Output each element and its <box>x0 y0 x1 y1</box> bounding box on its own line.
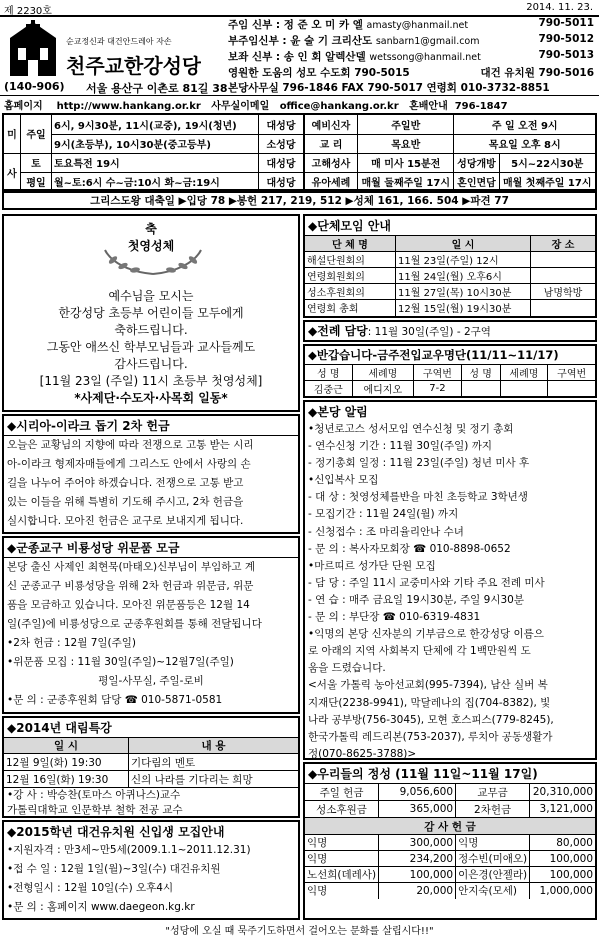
office-phones: 본당사무실 796-1846 FAX 790-5017 연령회 010-3732-8851 <box>228 82 550 94</box>
group-name: 해설단원회의 <box>305 252 396 268</box>
office-email-label: 사무실이메일 <box>211 101 270 112</box>
staff-phone: 790-5011 <box>538 17 594 29</box>
lecture-note: •강 사 : 박승찬(토마스 아퀴나스)교수 <box>7 789 181 801</box>
mass-times: 토요특전 19시 <box>52 153 259 172</box>
newcomers-header: 구역번 <box>548 365 595 381</box>
sacrament-value: 매월 첫째주일 17시 <box>499 172 595 191</box>
donor-name: 익명 <box>305 883 379 899</box>
donor-name: 익명 <box>456 835 530 851</box>
syria-body <box>4 436 298 531</box>
newcomers-header: 세례명 <box>352 365 413 381</box>
church-name: 천주교한강성당 <box>66 54 202 78</box>
lecture-header: 일 시 <box>4 738 129 754</box>
donor-amount: 234,200 <box>379 851 456 867</box>
sacrament-label: 교 리 <box>305 134 358 153</box>
newcomer-cell <box>461 381 500 397</box>
notice-line: •신입복사 모집 <box>308 474 379 487</box>
notice-line: 로 아래의 지역 사회복지 단체에 각 1백만원씩 도 <box>308 645 531 658</box>
offering-amount: 365,000 <box>379 801 456 818</box>
sacrament-label: 유아세례 <box>305 172 358 191</box>
newcomers-header: 세례명 <box>500 365 548 381</box>
notice-line: <서울 가톨릭 농아선교회(995-7394), 남산 실버 복 <box>308 679 548 692</box>
donor-amount: 1,000,000 <box>530 883 595 899</box>
kindergarten-info: 대건 유치원 790-5016 <box>480 67 594 79</box>
congrats-line: 감사드립니다. <box>114 357 188 371</box>
sacrament-value: 목요일 오후 8시 <box>454 134 595 153</box>
sacrament-label: 혼인면담 <box>454 172 499 191</box>
staff-role: 부주임신부 <box>228 35 279 47</box>
sacrament-value: 5시~22시30분 <box>499 153 595 172</box>
header-divider <box>0 95 599 96</box>
congrats-line: 그동안 애쓰신 학부모님들과 교사들께도 <box>46 340 256 354</box>
staff-phone: 790-5013 <box>538 49 594 61</box>
church-logo-block <box>4 20 222 78</box>
military-body <box>4 558 298 710</box>
group-place <box>531 252 596 268</box>
donor-amount: 100,000 <box>530 867 595 883</box>
syria-title: ◆시리아-이라크 돕기 2차 헌금 <box>4 416 298 436</box>
group-place <box>531 300 596 316</box>
group-name: 연령회원회의 <box>305 268 396 284</box>
groups-header: 단 체 명 <box>305 236 396 252</box>
congrats-signature: *사제단·수도자·사목회 일동* <box>74 391 228 405</box>
lecture-header: 내 용 <box>129 738 299 754</box>
staff-role: 주임 신부 <box>228 19 273 31</box>
offering-label: 2차헌금 <box>456 801 530 818</box>
mass-mi-label: 미 <box>4 115 21 153</box>
donor-name: 이은경(안젤라) <box>456 867 530 883</box>
liturgy-duty <box>303 320 597 342</box>
syria-line: 길을 나누어 주어야 하겠습니다. 전쟁으로 고통 받고 <box>7 477 244 489</box>
offering-label: 성소후원금 <box>305 801 379 818</box>
notice-line: 움을 드렸습니다. <box>308 662 386 675</box>
sacrament-value: 주일반 <box>358 115 454 134</box>
military-section <box>2 536 300 714</box>
donor-name: 익명 <box>305 851 379 867</box>
sisters-row <box>228 65 594 81</box>
sacrament-label: 예비신자 <box>305 115 358 134</box>
lecture-topic: 기다림의 멘토 <box>129 754 299 771</box>
groups-title: ◆단체모임 안내 <box>308 219 391 233</box>
newcomer-cell <box>500 381 548 397</box>
staff-email[interactable]: amasty@hanmail.net <box>366 20 469 31</box>
offering-label: 주일 헌금 <box>305 784 379 801</box>
donor-amount: 80,000 <box>530 835 595 851</box>
thanks-offering-header: 감 사 헌 금 <box>305 818 595 835</box>
mass-sa-label: 사 <box>4 153 21 191</box>
notice-line: •청년로고스 성서모임 연수신청 및 정기 총회 <box>308 423 514 435</box>
newcomers-section <box>303 344 597 398</box>
newcomers-table <box>305 364 595 397</box>
group-time: 12월 15일(월) 19시30분 <box>396 300 531 316</box>
contact-row <box>4 97 596 112</box>
wedding-label: 혼배안내 <box>409 101 448 112</box>
congrats-line: [11월 23일 (주일) 11시 초등부 첫영성체] <box>39 374 263 388</box>
mass-table <box>4 115 304 191</box>
congrats-message <box>4 288 298 407</box>
mass-row-label: 토 <box>21 153 52 172</box>
groups-section <box>303 214 597 318</box>
groups-header: 일 시 <box>396 236 531 252</box>
donor-name: 정수빈(미애오) <box>456 851 530 867</box>
notice-title: ◆본당 알림 <box>308 405 368 419</box>
office-email-link[interactable]: office@hankang.or.kr <box>279 101 399 112</box>
notice-line: - 정기총회 일정 : 11월 23일(주일) 청년 미사 후 <box>308 457 530 470</box>
issue-date: 2014. 11. 23. <box>526 2 593 13</box>
notice-line: - 문 의 : 복사자모회장 ☎ 010-8898-0652 <box>308 542 511 555</box>
syria-section <box>2 414 300 534</box>
donor-name: 안지숙(모세) <box>456 883 530 899</box>
notice-line: 지재단(2238-9941), 막달레나의 집(704-8382), 빛 <box>308 696 551 709</box>
military-line: •문 의 : 군종후원회 담당 ☎ 010-5871-0581 <box>7 694 223 706</box>
footer-slogan: "성당에 오실 때 묵주기도하면서 걸어오는 문화를 살립시다!!" <box>165 926 434 937</box>
staff-name: 송 인 회 알렉산델 <box>283 51 366 63</box>
kindergarten-line: •전형일시 : 12월 10일(수) 오후4시 <box>7 882 174 894</box>
staff-row: 부주임신부 : 윤 술 기 크리산도 sanbarn1@gmail.com 790-5012 <box>228 33 594 47</box>
lecture-table <box>4 737 298 788</box>
military-line: 일(주일)에 비룡성당으로 군종후원회를 통해 전달됩니다 <box>7 618 262 630</box>
offering-label: 교무금 <box>456 784 530 801</box>
offering-amount: 9,056,600 <box>379 784 456 801</box>
church-building-icon <box>4 20 62 78</box>
staff-role: 보좌 신부 <box>228 51 273 63</box>
notice-line: •마르띠르 성가단 단원 모집 <box>308 559 436 572</box>
homepage-link[interactable]: http://www.hankang.or.kr <box>56 101 201 112</box>
mass-place: 대성당 <box>259 172 304 191</box>
donor-amount: 300,000 <box>379 835 456 851</box>
lecture-topic: 신의 나라를 기다리는 희망 <box>129 771 299 788</box>
sacrament-label: 고해성사 <box>305 153 358 172</box>
weekly-stats: 그리스도왕 대축일 ▶입당 78 ▶봉헌 217, 219, 512 ▶성체 161, 166. 504 ▶파견 77 <box>2 191 597 210</box>
groups-table <box>305 235 595 316</box>
mass-times: 6시, 9시30분, 11시(교중), 19시(청년) <box>52 115 259 134</box>
mass-times: 월~토:6시 수~금:10시 화~금:19시 <box>52 172 259 191</box>
lecture-title: ◆2014년 대림특강 <box>7 721 112 735</box>
notice-line: - 대 상 : 첫영성체를반을 마친 초등학교 3학년생 <box>308 491 528 504</box>
congrats-line: 한강성당 초등부 어린이들 모두에게 <box>58 306 244 320</box>
notice-line: - 모집기간 : 11월 24일(월) 까지 <box>308 508 459 521</box>
kindergarten-title: ◆2015학년 대건유치원 신입생 모집안내 <box>7 825 225 839</box>
group-time: 11월 27일(목) 10시30분 <box>396 284 531 300</box>
notice-body <box>305 421 595 763</box>
newcomers-header: 성 명 <box>305 365 352 381</box>
congrats-line: 축하드립니다. <box>114 323 188 337</box>
staff-phone: 790-5012 <box>538 33 594 45</box>
military-line: •위문품 모집 : 11월 30일(주일)~12월7일(주일) <box>7 656 234 668</box>
donor-name: 익명 <box>305 835 379 851</box>
offering-table <box>305 783 595 899</box>
group-place: 남명학방 <box>531 284 596 300</box>
staff-email[interactable]: sanbarn1@gmail.com <box>375 36 480 47</box>
offering-amount: 3,121,000 <box>530 801 595 818</box>
newcomer-cell: 김중근 <box>305 381 352 397</box>
mass-row-label: 평일 <box>21 172 52 191</box>
newcomer-cell <box>548 381 595 397</box>
newcomers-header: 성 명 <box>461 365 500 381</box>
kindergarten-section <box>2 820 300 920</box>
first-communion-card <box>2 214 300 412</box>
lecture-date: 12월 16일(화) 19:30 <box>4 771 129 788</box>
syria-line: 아-이라크 형제자매들에게 그리스도 안에서 사랑의 손 <box>7 458 251 470</box>
staff-list <box>228 17 594 81</box>
donor-amount: 100,000 <box>530 851 595 867</box>
sisters-info: 영원한 도움의 성모 수도회 790-5015 <box>228 67 410 79</box>
liturgy-text: : 11월 30일(주일) - 2구역 <box>367 326 491 338</box>
military-title: ◆군종교구 비룡성당 위문품 모금 <box>4 538 298 558</box>
donor-amount: 100,000 <box>379 867 456 883</box>
congrats-top: 축 <box>145 222 157 236</box>
group-name: 연령회 총회 <box>305 300 396 316</box>
military-line: •2차 헌금 : 12월 7일(주일) <box>7 637 136 649</box>
parish-notice-section <box>303 400 597 760</box>
homepage-label: 홈페이지 <box>4 101 43 112</box>
notice-line: •익명의 본당 신자분의 기부금으로 한강성당 이름으 <box>308 628 544 641</box>
notice-line: 나라 공부방(756-3045), 모현 호스피스(779-8245), <box>308 713 554 726</box>
offering-title: ◆우리들의 정성 (11월 11일~11월 17일) <box>308 767 538 781</box>
lecture-note: 가톨릭대학교 인문학부 철학 전공 교수 <box>7 804 183 816</box>
newcomers-title: ◆반갑습니다-금주전입교우명단(11/11~11/17) <box>308 348 559 362</box>
postal-code: (140-906) <box>4 80 65 93</box>
church-address: 서울 용산구 이촌로 81길 38 <box>86 82 228 95</box>
military-line: 신 군종교구 비룡성당을 위해 2차 헌금과 위문금, 위문 <box>7 580 254 592</box>
group-time: 11월 24일(월) 오후6시 <box>396 268 531 284</box>
newcomer-cell: 에디지오 <box>352 381 413 397</box>
mass-schedule <box>2 113 597 191</box>
congrats-title: 첫영성체 <box>127 239 175 253</box>
group-name: 성소후원회의 <box>305 284 396 300</box>
notice-line: - 연 습 : 매주 금요일 19시30분, 주일 9시30분 <box>308 593 524 606</box>
mass-place: 소성당 <box>259 134 304 153</box>
kindergarten-line: •접 수 일 : 12월 1일(월)~3일(수) 대건유치원 <box>7 863 221 875</box>
groups-header: 장 소 <box>531 236 596 252</box>
syria-line: 오늘은 교황님의 지향에 따라 전쟁으로 고통 받는 시리 <box>7 439 254 451</box>
kindergarten-line: •지원자격 : 만3세~만5세(2009.1.1~2011.12.31) <box>7 844 251 856</box>
notice-line: - 담 당 : 주일 11시 교중미사와 기타 주요 전례 미사 <box>308 576 545 589</box>
mass-row-label: 주일 <box>21 115 52 153</box>
sacrament-value: 목요반 <box>358 134 454 153</box>
notice-line: - 연수신청 기간 : 11월 30일(주일) 까지 <box>308 440 492 453</box>
donor-amount: 20,000 <box>379 883 456 899</box>
sacrament-label: 성당개방 <box>454 153 499 172</box>
newcomer-cell: 7-2 <box>414 381 462 397</box>
sacrament-table <box>304 115 595 191</box>
issue-number: 제 2230호 <box>4 6 52 17</box>
kindergarten-body <box>4 841 298 917</box>
staff-name: 정 준 오 미 카 엘 <box>283 19 363 31</box>
offering-amount: 20,310,000 <box>530 784 595 801</box>
military-line: 본당 출신 사제인 최현묵(마태오)신부님이 부임하고 계 <box>7 561 256 573</box>
offering-section <box>303 762 597 920</box>
notice-line: 정(070-8625-3788)> <box>308 747 417 760</box>
syria-line: 실시합니다. 모아진 헌금은 교구로 보내지게 됩니다. <box>7 515 244 527</box>
staff-name: 윤 술 기 크리산도 <box>290 35 373 47</box>
lecture-section <box>2 716 300 818</box>
staff-email[interactable]: wetssong@hanmail.net <box>369 52 481 63</box>
sacrament-value: 매월 둘째주일 17시 <box>358 172 454 191</box>
church-motto: 순교정신과 대건안드레아 자손 <box>66 37 172 46</box>
group-place <box>531 268 596 284</box>
staff-row: 보좌 신부 : 송 인 회 알렉산델 wetssong@hanmail.net 790-5013 <box>228 49 594 63</box>
sacrament-value: 매 미사 15분전 <box>358 153 454 172</box>
donor-name: 노선희(데레사) <box>305 867 379 883</box>
mass-place: 대성당 <box>259 153 304 172</box>
laurel-wreath-icon <box>99 248 207 276</box>
congrats-line: 예수님을 모시는 <box>108 289 194 303</box>
newcomers-header: 구역번 <box>414 365 462 381</box>
sacrament-value: 주 일 오전 9시 <box>454 115 595 134</box>
mass-times: 9시(초등부), 10시30분(중고등부) <box>52 134 259 153</box>
notice-line: - 신청접수 : 조 마리율리안나 수녀 <box>308 525 464 538</box>
staff-row: 주임 신부 : 정 준 오 미 카 엘 amasty@hanmail.net 790-5011 <box>228 17 594 31</box>
mass-place: 대성당 <box>259 115 304 134</box>
kindergarten-line[interactable]: •문 의 : 홈페이지 www.daegeon.kg.kr <box>7 901 195 913</box>
lecture-notes <box>4 788 298 818</box>
military-line: 품을 모금하고 있습니다. 모아진 위문품등은 12월 14 <box>7 599 250 611</box>
group-time: 11월 23일(주일) 12시 <box>396 252 531 268</box>
liturgy-label: ◆전례 담당 <box>308 324 368 338</box>
lecture-date: 12월 9일(화) 19:30 <box>4 754 129 771</box>
wedding-phone: 796-1847 <box>454 101 508 112</box>
notice-line: - 문 의 : 부단장 ☎ 010-6319-4831 <box>308 611 481 624</box>
syria-line: 있는 이들을 위해 특별히 기도해 주시고, 2차 헌금을 <box>7 496 244 508</box>
notice-line: 한국가톨릭 레드리본(753-2037), 루치아 공동생활가 <box>308 730 553 743</box>
military-line: 평일-사무실, 주일-로비 <box>98 675 204 687</box>
